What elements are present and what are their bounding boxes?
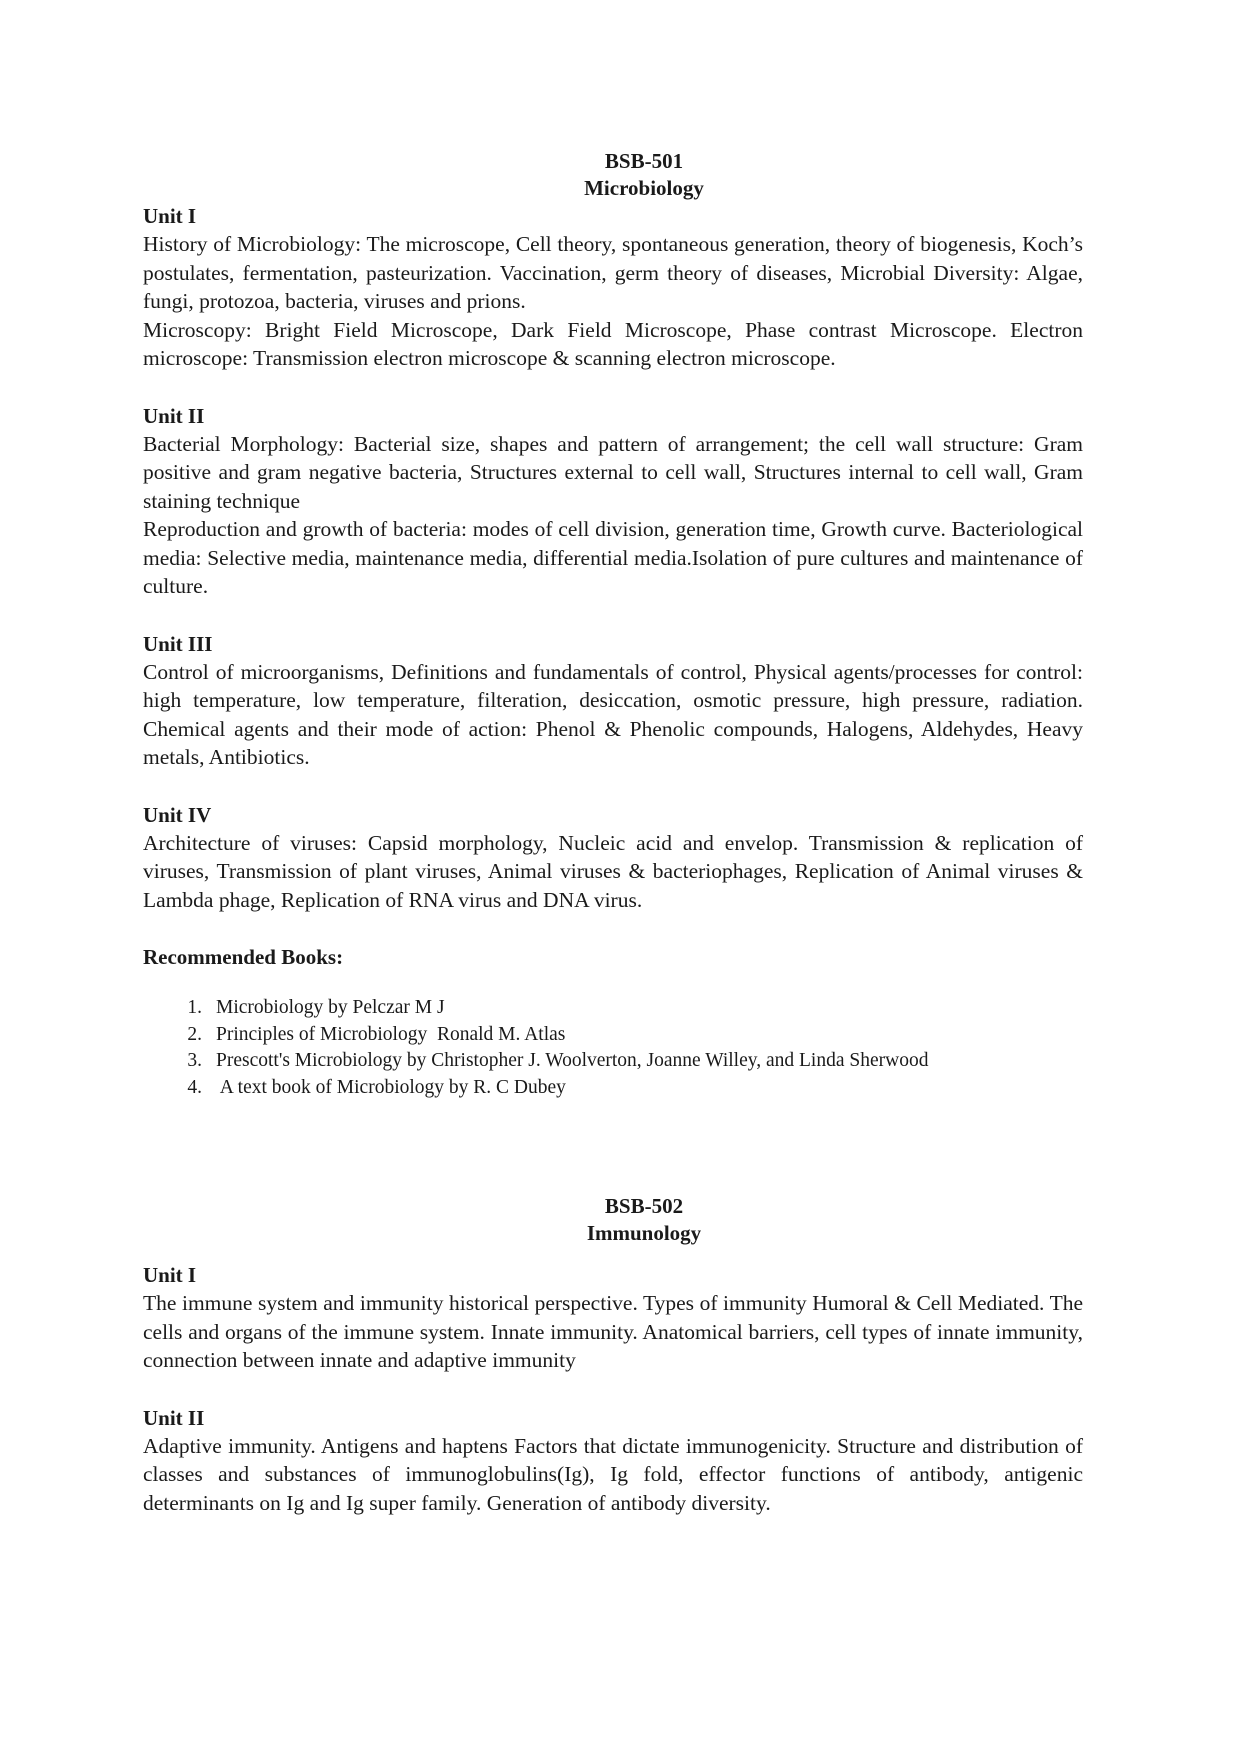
- unit-paragraph: History of Microbiology: The microscope, Cell theory, spontaneous generation, theory of biogenesis, Koch’s postulates, fermentation, pasteurization. Vaccination, germ theory of diseases, Microbial Diversity: Algae, fungi, protozoa, bacteria, viruses and prions.: [143, 232, 1083, 313]
- book-title: A text book of Microbiology by R. C Dubey: [216, 1076, 566, 1098]
- unit-heading: Unit II: [143, 1405, 205, 1430]
- recommended-books-heading: Recommended Books:: [143, 945, 344, 969]
- unit-paragraph: Control of microorganisms, Definitions and fundamentals of control, Physical agents/processes for control: high temperature, low temperature, filteration, desiccation, osmotic pressure, high pressure, radiation. Chemical agents and their mode of action: Phenol & Phenolic compounds, Halogens, Aldehydes, Heavy metals, Antibiotics.: [143, 659, 1083, 769]
- recommended-books-list: [143, 995, 1083, 1101]
- list-number: 1.: [187, 997, 202, 1018]
- course-title: Immunology: [586, 1221, 702, 1245]
- unit-paragraph: The immune system and immunity historical perspective. Types of immunity Humoral & Cell Mediated. The cells and organs of the immune system. Innate immunity. Anatomical barriers, cell types of innate immunity, connection between innate and adaptive immunity: [143, 1291, 1083, 1372]
- unit-heading: Unit IV: [143, 802, 212, 827]
- list-number: 3.: [187, 1050, 202, 1071]
- course-code: BSB-502: [604, 1194, 684, 1218]
- course-code: BSB-501: [604, 149, 684, 173]
- unit-paragraph: Microscopy: Bright Field Microscope, Dark Field Microscope, Phase contrast Microscope. Electron microscope: Transmission electron microscope & scanning electron microscope.: [143, 317, 1083, 370]
- unit-heading: Unit I: [143, 1263, 197, 1287]
- course-section-bsb-501: [143, 148, 1083, 1101]
- course-section-bsb-502: [143, 1193, 1083, 1517]
- unit-heading: Unit II: [143, 403, 205, 428]
- list-item: [143, 995, 1083, 1022]
- unit-paragraph: Bacterial Morphology: Bacterial size, shapes and pattern of arrangement; the cell wall structure: Gram positive and gram negative bacteria, Structures external to cell wall, Structures internal to cell wall, Gram staining technique: [143, 431, 1083, 513]
- book-title: Principles of Microbiology Ronald M. Atlas: [216, 1023, 566, 1045]
- book-title: Prescott's Microbiology by Christopher J. Woolverton, Joanne Willey, and Linda Sherwood: [216, 1050, 929, 1071]
- list-item: [143, 1075, 1083, 1102]
- unit-paragraph: Architecture of viruses: Capsid morphology, Nucleic acid and envelop. Transmission & replication of viruses, Transmission of plant viruses, Animal viruses & bacteriophages, Replication of Animal viruses & Lambda phage, Replication of RNA virus and DNA virus.: [143, 830, 1083, 912]
- unit-paragraph: Reproduction and growth of bacteria: modes of cell division, generation time, Growth curve. Bacteriological media: Selective media, maintenance media, differential media.Isolation of pure cultures and maintenance of culture.: [143, 517, 1083, 598]
- page-content: [143, 148, 1083, 1517]
- unit-paragraph: Adaptive immunity. Antigens and haptens Factors that dictate immunogenicity. Structure and distribution of classes and substances of immunoglobulins(Ig), Ig fold, effector functions of antibody, antigenic determinants on Ig and Ig super family. Generation of antibody diversity.: [143, 1433, 1083, 1515]
- list-item: [143, 1022, 1083, 1049]
- book-title: Microbiology by Pelczar M J: [216, 997, 445, 1018]
- unit-heading: Unit III: [143, 631, 213, 656]
- list-number: 2.: [187, 1023, 202, 1045]
- list-number: 4.: [187, 1076, 202, 1098]
- unit-heading: Unit I: [143, 204, 197, 228]
- list-item: [143, 1048, 1083, 1075]
- course-title: Microbiology: [584, 176, 704, 200]
